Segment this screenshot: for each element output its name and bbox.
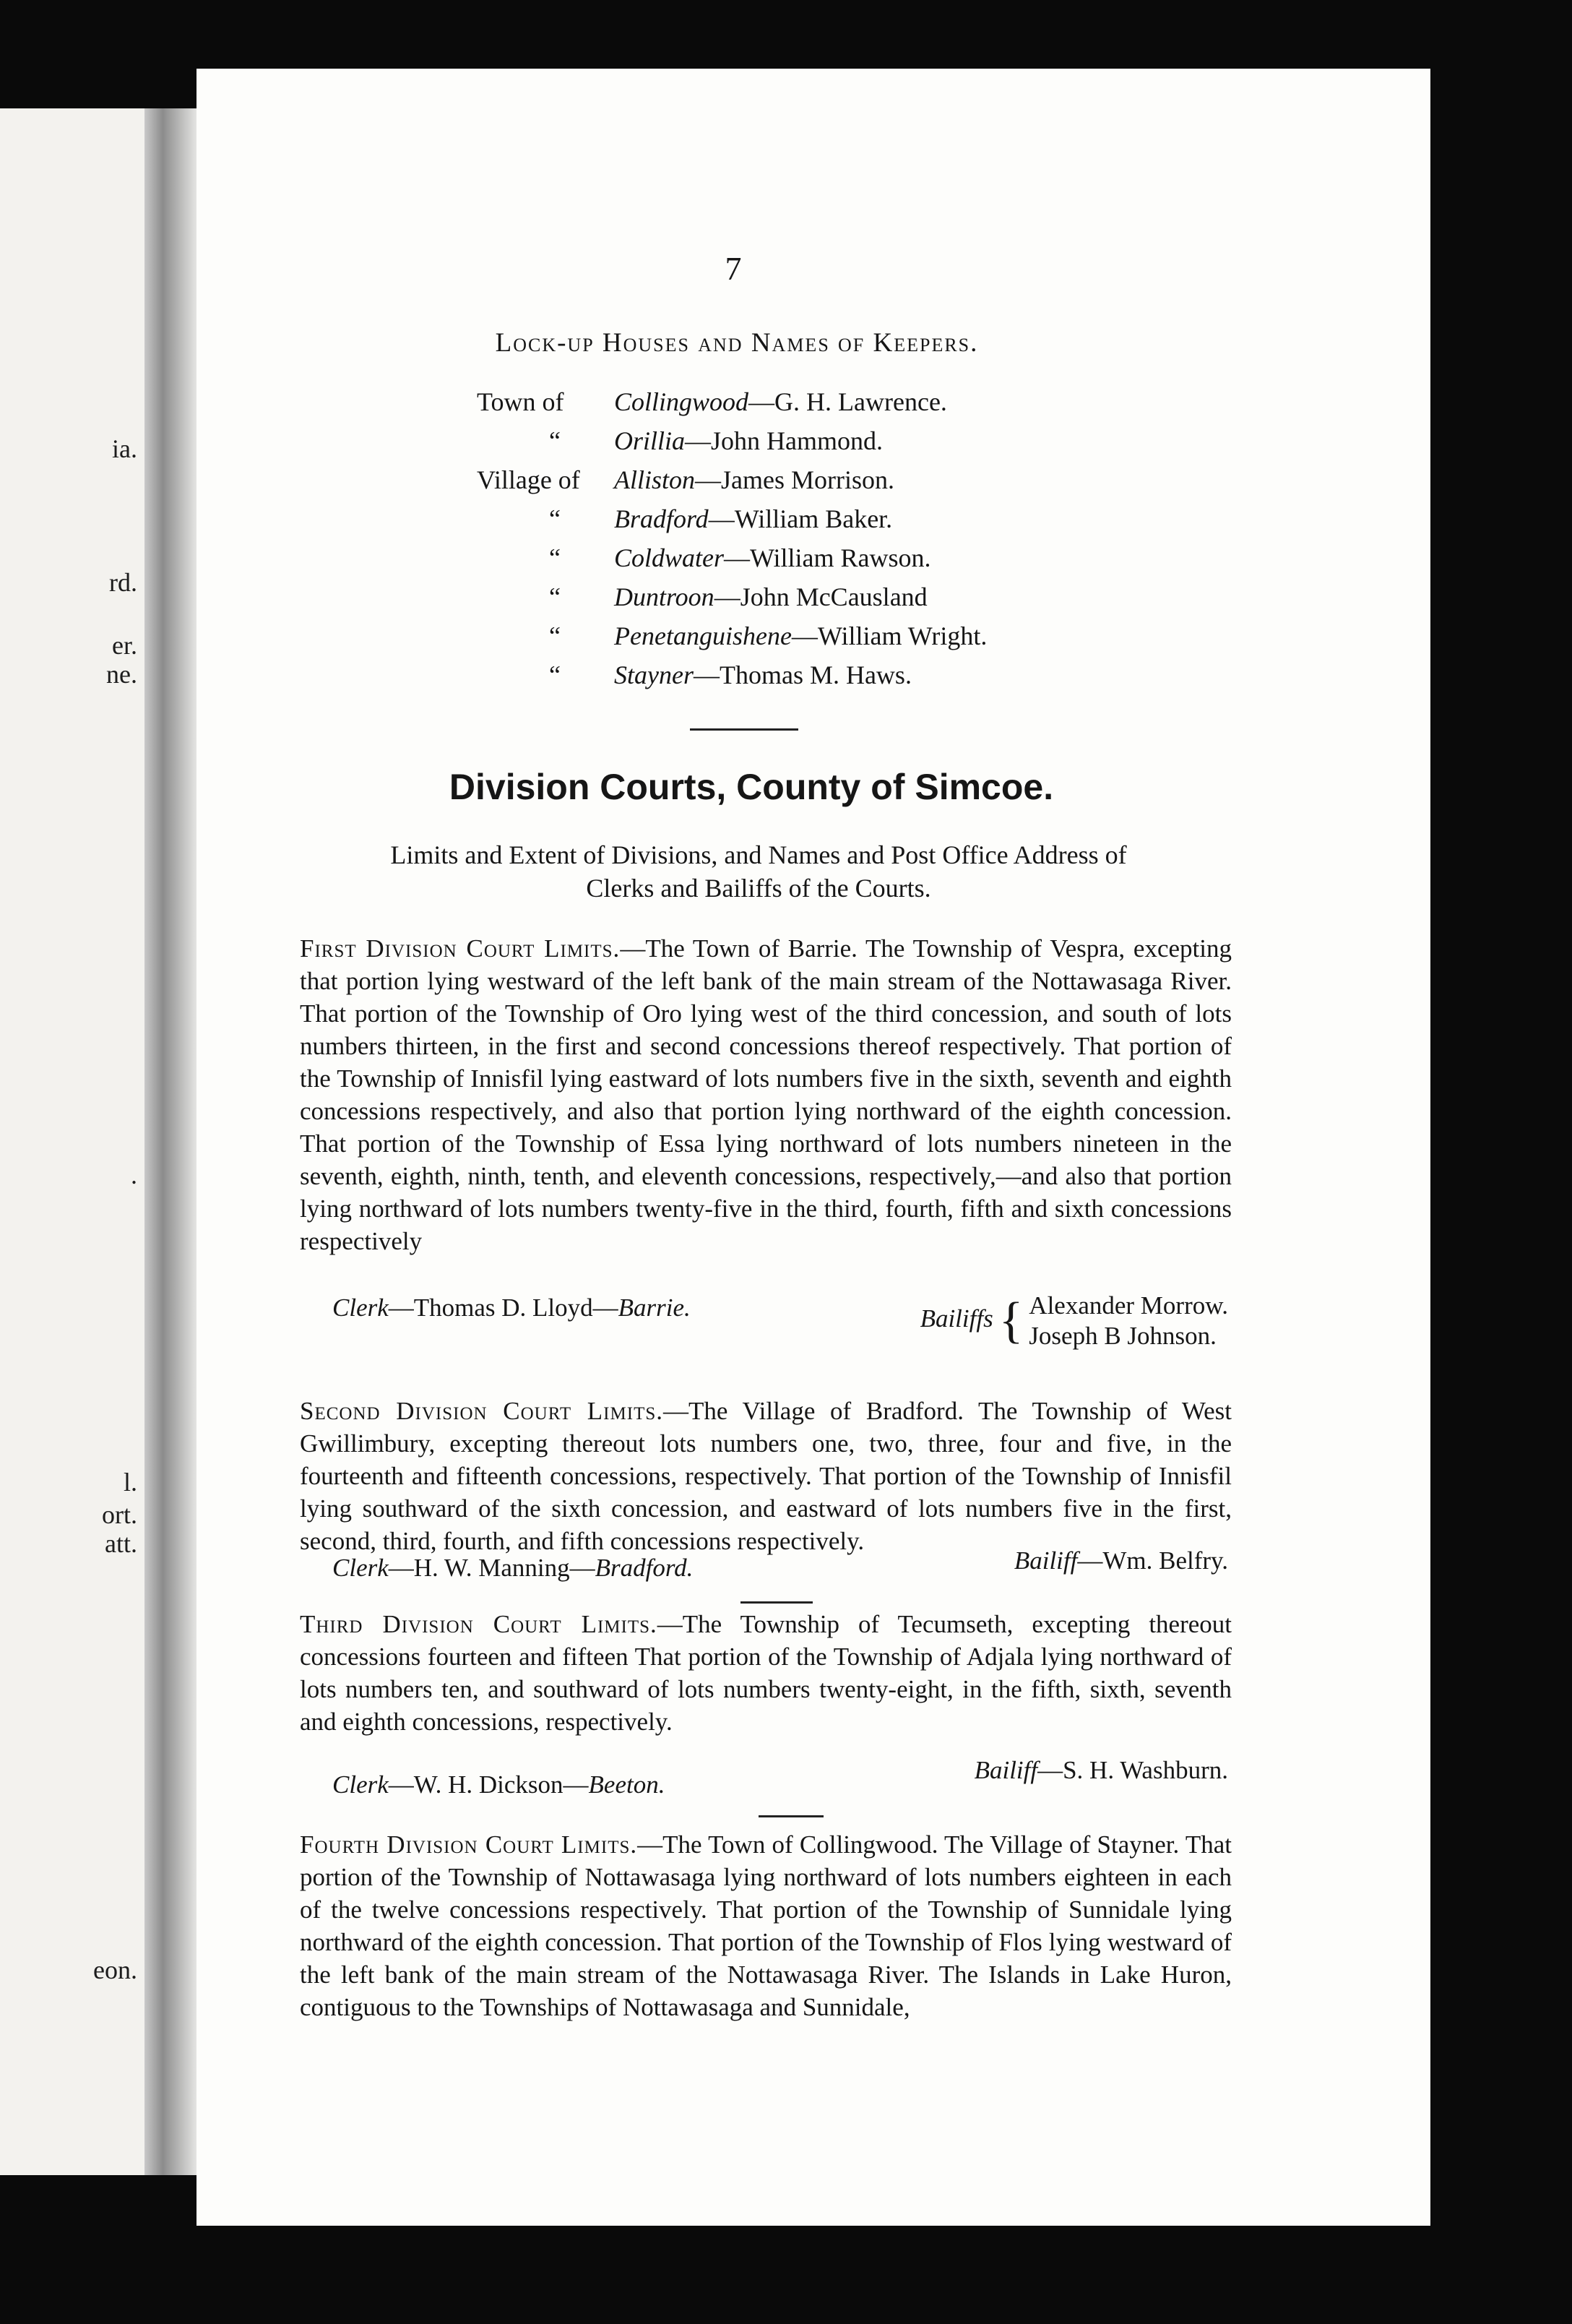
subtitle-line: Clerks and Bailiffs of the Courts. [586,874,931,903]
page-subtitle [289,838,1228,905]
court-limits-text: —The Village of Bradford. The Township of West Gwillimbury, excepting thereout lots numbers one, two, three, four and five, in the fourteenth and fifteenth concessions, respectively. That portion of the Township of Innisfil lying southward of the sixth concession, and eastward of lots numbers five in the first, second, third, fourth, and fifth concessions respectively. [300,1397,1232,1555]
clerk-line [332,1294,691,1322]
entry-place: Stayner—Thomas M. Haws. [614,660,912,689]
court-entry-first [300,932,1232,1257]
court-officers-third [332,1756,1228,1807]
lockup-entry [477,426,1127,465]
lockup-entry [477,504,1127,543]
lockup-entry [477,621,1127,660]
court-entry-third [300,1608,1232,1738]
left-page-fragment: er. [112,631,137,660]
clerk-label: Clerk [332,1770,389,1799]
clerk-name: —H. W. Manning— [388,1554,595,1582]
clerk-label: Clerk [332,1294,389,1322]
entry-place: Duntroon—John McCausland [614,582,928,611]
bailiff-name: —Wm. Belfry. [1077,1546,1228,1575]
court-limits-text: —The Town of Collingwood. The Village of Stayner. That portion of the Township of Nottawasaga lying northward of lots numbers eighteen in each of the twelve concessions respectively. That portion of the Township of Sunnidale lying northward of the eighth concession. That portion of the Township of Flos lying westward of the left bank of the main stream of the Nottawasaga River. The Islands in Lake Huron, contiguous to the Townships of Nottawasaga and Sunnidale, [300,1830,1232,2021]
bailiff-label: Bailiff [974,1756,1038,1784]
entry-prefix: Village of [477,465,580,494]
bailiff-line [975,1756,1228,1785]
left-page-edge [0,108,144,2175]
lockup-entry [477,543,1127,582]
entry-place: Coldwater—William Rawson. [614,543,931,572]
lockup-entry [477,465,1127,504]
left-page-fragment: . [131,1161,137,1189]
left-page-fragment: eon. [93,1955,137,1984]
lockup-entry [477,387,1127,426]
clerk-town: Barrie. [618,1294,691,1322]
bailiff-line [920,1291,1228,1351]
entry-keeper: —Thomas M. Haws. [693,660,912,689]
subtitle-line: Limits and Extent of Divisions, and Names and Post Office Address of [390,840,1127,869]
ditto-mark: “ [549,621,561,650]
court-heading: Second Division Court Limits. [300,1397,663,1425]
court-officers-second [332,1546,1228,1590]
clerk-line [332,1554,693,1583]
entry-keeper: —William Baker. [708,504,893,533]
lockup-entry [477,582,1127,621]
court-entry-fourth [300,1828,1232,2023]
entry-keeper: —James Morrison. [695,465,894,494]
entry-keeper: —William Wright. [791,621,988,650]
ditto-mark: “ [549,660,561,689]
left-page-fragment: att. [105,1529,137,1558]
entry-prefix: Town of [477,387,564,416]
bailiff-names [1029,1291,1228,1351]
entry-place: Bradford—William Baker. [614,504,893,533]
entry-place: Alliston—James Morrison. [614,465,894,494]
section-divider [740,1601,813,1604]
clerk-town: Beeton. [588,1770,665,1799]
bailiff-name: Alexander Morrow. [1029,1291,1228,1320]
entry-place: Orillia—John Hammond. [614,426,884,455]
left-page-fragment: ia. [112,434,137,463]
court-entry-second [300,1395,1232,1557]
bailiff-label: Bailiff [1014,1546,1078,1575]
court-heading: First Division Court Limits. [300,934,621,963]
court-limits-text: —The Township of Tecumseth, excepting thereout concessions fourteen and fifteen That portion of the Township of Adjala lying northward of lots numbers ten, and southward of lots numbers twenty-eight, in the fifth, sixth, seventh and eighth concessions, respectively. [300,1610,1232,1736]
page-number: 7 [725,250,742,287]
left-page-fragment: ort. [102,1500,137,1529]
clerk-town: Bradford. [595,1554,694,1582]
left-page-fragment: rd. [109,568,137,597]
bailiff-name: —S. H. Washburn. [1037,1756,1228,1784]
page-title: Division Courts, County of Simcoe. [449,767,1054,807]
court-limits-text: —The Town of Barrie. The Township of Vespra, excepting that portion lying westward of the left bank of the main stream of the Nottawasaga River. That portion of the Township of Oro lying west of the third concession, and south of lots numbers thirteen, in the first and second concessions thereof respectively. That portion of the Township of Innisfil lying eastward of lots numbers five in the sixth, seventh and eighth concessions respectively, and also that portion lying northward of the eighth concession. That portion of the Township of Essa lying northward of lots numbers nineteen in the seventh, eighth, ninth, tenth, and eleventh concessions, respectively,—and also that portion lying northward of lots numbers twenty-five in the third, fourth, fifth and sixth concessions respectively [300,934,1232,1255]
bailiff-label: Bailiffs [920,1304,993,1333]
clerk-name: —W. H. Dickson— [388,1770,589,1799]
left-page-fragment: l. [123,1468,137,1497]
bailiff-line [1014,1546,1228,1575]
left-page-fragment: ne. [106,660,137,689]
court-officers-first [332,1291,1228,1359]
lockup-list [477,387,1127,699]
ditto-mark: “ [549,582,561,611]
entry-place: Penetanguishene—William Wright. [614,621,988,650]
clerk-label: Clerk [332,1554,389,1582]
ditto-mark: “ [549,504,561,533]
court-heading: Third Division Court Limits. [300,1610,657,1638]
section-divider [690,728,798,731]
lockup-heading: Lock-up Houses and Names of Keepers. [495,328,979,358]
entry-keeper: —John McCausland [714,582,928,611]
book-gutter [144,108,196,2175]
section-divider [759,1815,824,1817]
ditto-mark: “ [549,426,561,455]
lockup-entry [477,660,1127,699]
bailiff-name: Joseph B Johnson. [1029,1322,1217,1350]
clerk-name: —Thomas D. Lloyd— [388,1294,618,1322]
entry-keeper: —John Hammond. [685,426,884,455]
brace-icon: { [998,1293,1024,1348]
entry-place: Collingwood—G. H. Lawrence. [614,387,947,416]
entry-keeper: —William Rawson. [724,543,931,572]
ditto-mark: “ [549,543,561,572]
entry-keeper: —G. H. Lawrence. [748,387,947,416]
clerk-line [332,1770,665,1799]
court-heading: Fourth Division Court Limits. [300,1830,638,1859]
